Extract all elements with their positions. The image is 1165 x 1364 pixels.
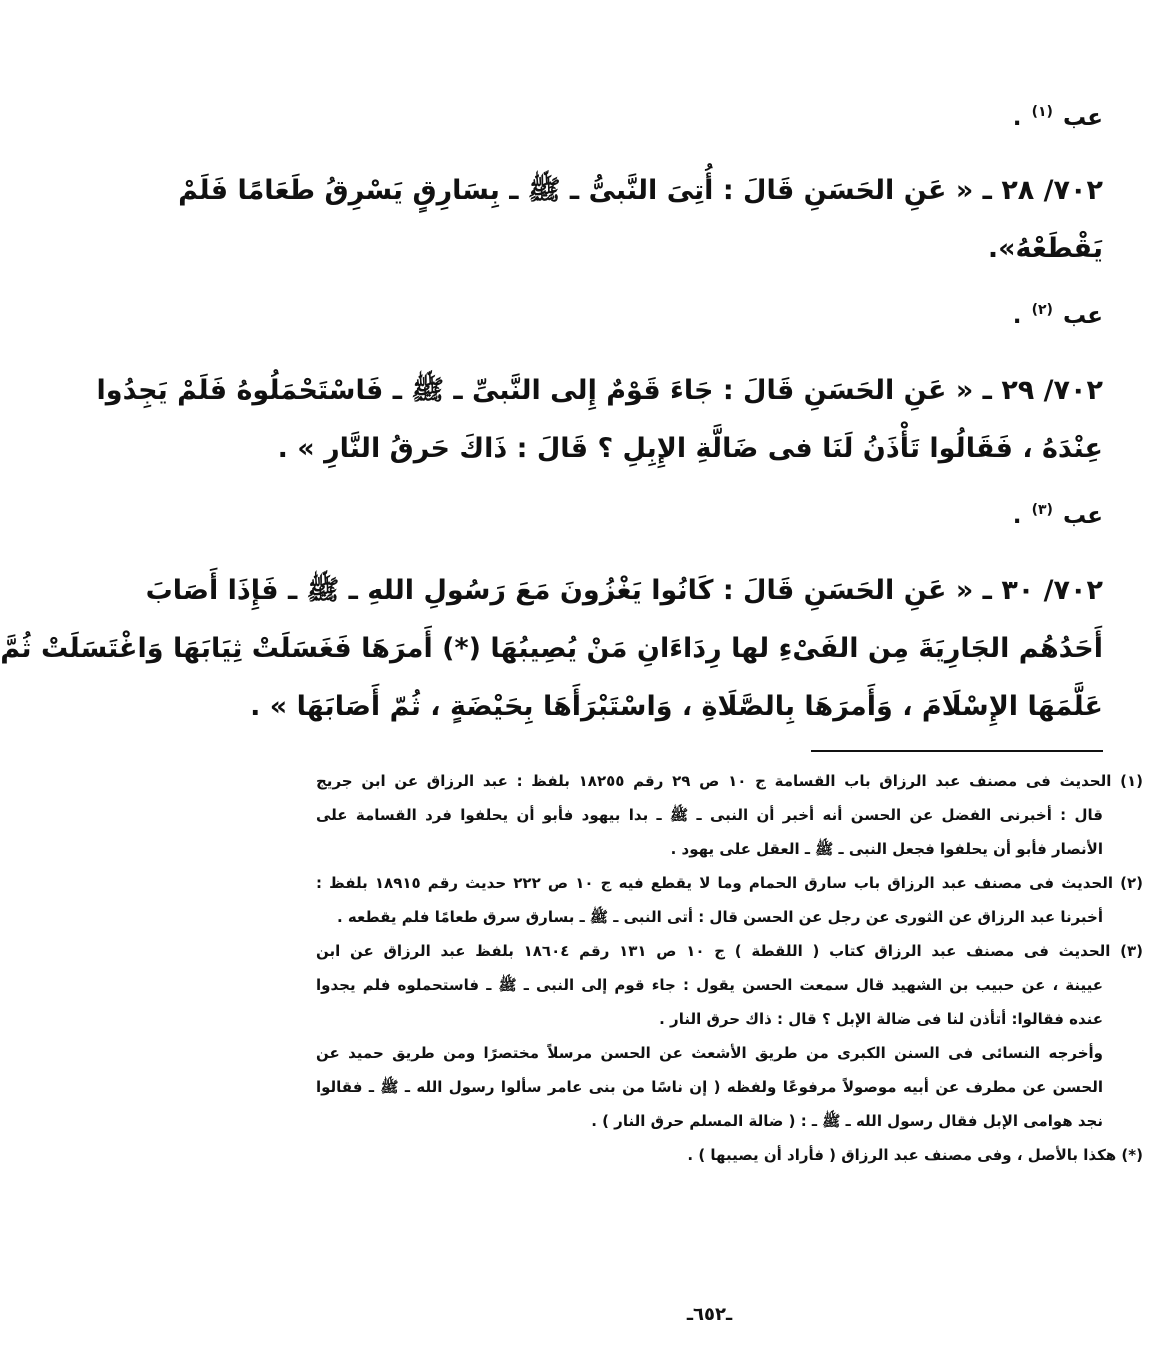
- footnote-line: عنده فقالوا: أتأذن لنا فى ضالة الإبل ؟ قال : ذاك حرق النار .: [659, 1010, 1103, 1028]
- footnote-line: (٣) الحديث فى مصنف عبد الرزاق كتاب ( اللقطة ) ج ١٠ ص ١٣١ رقم ١٨٦٠٤ بلفظ عبد الرزاق عن ابن: [316, 942, 1143, 960]
- footnote-2: [316, 866, 1143, 934]
- footnote-line: قال : أخبرنى الفضل عن الحسن أنه أخبر أن النبى ـ ﷺ ـ بدا بيهود فأبو أن يحلفوا فرد القسامة على: [316, 806, 1103, 824]
- footnote-line: نجد هوامى الإبل فقال رسول الله ـ ﷺ ـ : ( ضالة المسلم حرق النار ) .: [591, 1112, 1103, 1130]
- footnote-line: (٢) الحديث فى مصنف عبد الرزاق باب سارق الحمام وما لا يقطع فيه ج ١٠ ص ٢٢٢ حديث رقم ١٨٩١٥ بلفظ :: [316, 874, 1143, 892]
- footnote-1: [316, 764, 1143, 866]
- hadith-line: يَقْطَعْهُ».: [987, 233, 1103, 264]
- footnote-line: الحسن عن مطرف عن أبيه موصولاً مرفوعًا ولفظه ( إن ناسًا من بنى عامر سألوا رسول الله ـ ﷺ ـ فقالوا: [316, 1078, 1103, 1096]
- footnote-star: [316, 1138, 1143, 1172]
- hadith-28: [178, 162, 1103, 278]
- source-label: عب: [1062, 503, 1103, 529]
- hadith-line: عِنْدَهُ ، فَقَالُوا تَأْذَنُ لَنَا فى ضَالَّةِ الإِبِلِ ؟ قَالَ : ذَاكَ حَرقُ النَّارِ » .: [277, 433, 1103, 464]
- source-label: عب: [1062, 105, 1103, 131]
- footnote-ref: (٣): [1031, 502, 1053, 519]
- hadith-line: أَحَدُهُم الجَارِيَةَ مِن الفَىْءِ لها رِدَاءَانِ مَنْ يُصِيبُهَا (*) أَمرَهَا فَغَسَلَتْ ثِيَابَهَا وَاغْتَسَلَتْ ثُمَّ: [0, 633, 1103, 664]
- source-citation: [1013, 496, 1103, 536]
- page-number: ـ٦٥٢ـ: [686, 1304, 733, 1325]
- source-end: .: [1012, 503, 1022, 529]
- footnote-line: عيينة ، عن حبيب بن الشهيد قال سمعت الحسن يقول : جاء قوم إلى النبى ـ ﷺ ـ فاستحملوه فلم يجدوا: [316, 976, 1103, 994]
- footnote-ref: (٢): [1031, 302, 1053, 319]
- footnote-line: (*) هكذا بالأصل ، وفى مصنف عبد الرزاق ( فأراد أن يصيبها ) .: [687, 1146, 1143, 1164]
- source-citation: [1013, 98, 1103, 138]
- footnote-line: وأخرجه النسائى فى السنن الكبرى من طريق الأشعث عن الحسن مرسلاً مختصرًا ومن طريق حميد عن: [316, 1044, 1103, 1062]
- footnote-ref: (١): [1031, 104, 1053, 121]
- footnotes: [316, 764, 1143, 1172]
- source-label: عب: [1062, 303, 1103, 329]
- hadith-line: ٧٠٢/ ٢٨ ـ « عَنِ الحَسَنِ قَالَ : أُتِىَ النَّبىُّ ـ ﷺ ـ بِسَارِقٍ يَسْرِقُ طَعَامًا فَلَمْ: [178, 175, 1103, 206]
- footnote-line: الأنصار فأبو أن يحلفوا فجعل النبى ـ ﷺ ـ العقل على يهود .: [670, 840, 1103, 858]
- footnote-separator: [811, 750, 1103, 752]
- footnote-3: [316, 934, 1143, 1138]
- hadith-30: [0, 562, 1103, 736]
- source-citation: [1013, 296, 1103, 336]
- hadith-line: عَلَّمَهَا الإِسْلَامَ ، وَأَمرَهَا بِالصَّلَاةِ ، وَاسْتَبْرَأَهَا بِحَيْضَةٍ ، ثُمّ أَصَابَهَا » .: [250, 691, 1103, 722]
- hadith-29: [96, 362, 1103, 478]
- footnote-line: أخبرنا عبد الرزاق عن الثورى عن رجل عن الحسن قال : أتى النبى ـ ﷺ ـ بسارق سرق طعامًا فلم يقطعه .: [337, 908, 1103, 926]
- hadith-line: ٧٠٢/ ٣٠ ـ « عَنِ الحَسَنِ قَالَ : كَانُوا يَغْزُونَ مَعَ رَسُولِ اللهِ ـ ﷺ ـ فَإِذَا أَصَابَ: [145, 575, 1103, 606]
- source-end: .: [1012, 303, 1022, 329]
- footnote-line: (١) الحديث فى مصنف عبد الرزاق باب القسامة ج ١٠ ص ٢٩ رقم ١٨٢٥٥ بلفظ : عبد الرزاق عن ابن جريج: [316, 772, 1143, 790]
- hadith-line: ٧٠٢/ ٢٩ ـ « عَنِ الحَسَنِ قَالَ : جَاءَ قَوْمٌ إِلى النَّبىِّ ـ ﷺ ـ فَاسْتَحْمَلُوهُ فَلَمْ يَجِدُوا: [96, 375, 1103, 406]
- source-end: .: [1012, 105, 1022, 131]
